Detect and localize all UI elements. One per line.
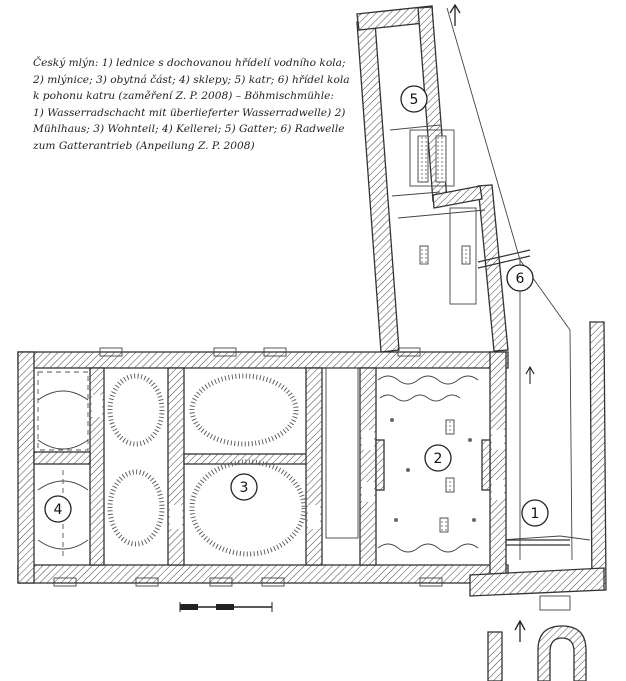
wall-saw-left — [357, 22, 399, 352]
scale-bar — [180, 602, 272, 612]
arch-fragment — [538, 626, 586, 681]
wall-main-bottom — [18, 565, 508, 583]
wall-living-1 — [168, 368, 184, 565]
caption-line-4: 1) Wasserradschacht mit überlieferter Wasserradwelle) 2) — [33, 106, 346, 119]
flow-arrow-icon — [526, 367, 534, 384]
svg-text:5: 5 — [409, 92, 419, 108]
svg-text:1: 1 — [530, 506, 540, 522]
vault-1 — [110, 376, 162, 444]
svg-text:3: 3 — [239, 480, 249, 496]
label-3 — [231, 474, 257, 500]
caption-line-3: k pohonu katru (zaměření Z. P. 2008) – Böhmischmühle: — [33, 90, 334, 102]
label-1 — [522, 500, 548, 526]
caption-line-1: Český mlýn: 1) lednice s dochovanou hřídelí vodního kola; — [33, 57, 346, 69]
vault-3 — [192, 376, 296, 444]
label-5 — [401, 86, 427, 112]
wall-main-top — [18, 352, 508, 368]
caption-line-6: zum Gatterantrieb (Anpeilung Z. P. 2008) — [33, 139, 255, 152]
label-6 — [507, 265, 533, 291]
flow-arrow-lower-icon — [515, 621, 525, 642]
wall-main-left — [18, 352, 34, 583]
svg-text:6: 6 — [515, 271, 525, 287]
wall-mill-left — [360, 368, 376, 565]
wall-channel-right — [590, 322, 606, 590]
label-2 — [425, 445, 451, 471]
wall-main-right — [490, 352, 506, 583]
corridor — [326, 368, 358, 538]
wall-living-2 — [306, 368, 322, 565]
lower-right-fragments — [488, 626, 586, 681]
caption-line-5: Mühlhaus; 3) Wohnteil; 4) Kellerei; 5) Gatter; 6) Radwelle — [33, 123, 345, 135]
vault-2 — [110, 472, 162, 544]
svg-text:2: 2 — [433, 451, 443, 467]
caption-line-2: 2) mlýnice; 3) obytná část; 4) sklepy; 5) katr; 6) hřídel kola — [33, 73, 350, 86]
sawmill-wing — [357, 6, 530, 352]
svg-text:4: 4 — [53, 502, 63, 518]
label-4 — [45, 496, 71, 522]
